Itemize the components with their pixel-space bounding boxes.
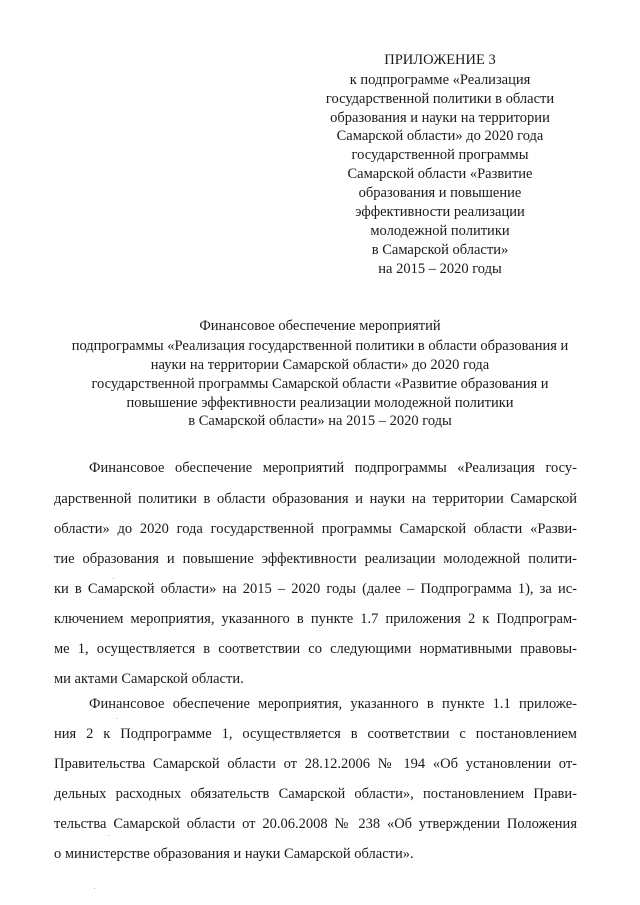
paragraph-line: Финансовое обеспечение мероприятия, указанного в пункте 1.1 приложе- xyxy=(89,696,577,712)
appendix-line: государственной программы xyxy=(351,147,529,163)
paragraph-line: области» до 2020 года государственной программы Самарской области «Разви- xyxy=(54,521,577,537)
title-line: науки на территории Самарской области» до 2020 года xyxy=(150,357,490,373)
paragraph-line: ме 1, осуществляется в соответствии со следующими нормативными правовы- xyxy=(54,641,577,657)
appendix-line: Самарской области» до 2020 года xyxy=(336,128,544,144)
paragraph-line: ния 2 к Подпрограмме 1, осуществляется в соответствии с постановлением xyxy=(54,726,577,742)
appendix-line: Самарской области «Развитие xyxy=(347,166,533,182)
paragraph-line: о министерстве образования и науки Самарской области». xyxy=(54,846,414,862)
paragraph-line: дарственной политики в области образования и науки на территории Самарской xyxy=(54,491,577,507)
scan-speck xyxy=(94,888,95,889)
appendix-line: образования и науки на территории xyxy=(330,110,550,126)
scan-speck xyxy=(108,835,109,836)
title-line: подпрограммы «Реализация государственной политики в области образования и xyxy=(71,338,569,354)
appendix-line: государственной политики в области xyxy=(325,91,555,107)
appendix-line: эффективности реализации xyxy=(355,204,525,220)
paragraph-line: дельных расходных обязательств Самарской области», постановлением Прави- xyxy=(54,786,577,802)
appendix-line: молодежной политики xyxy=(370,223,510,239)
appendix-line: на 2015 – 2020 годы xyxy=(378,261,502,277)
appendix-line: образования и повышение xyxy=(358,185,522,201)
appendix-line: к подпрограмме «Реализация xyxy=(349,72,531,88)
title-line: государственной программы Самарской области «Развитие образования и xyxy=(91,376,549,392)
paragraph-line: ми актами Самарской области. xyxy=(54,671,244,687)
title-line: в Самарской области» на 2015 – 2020 годы xyxy=(188,413,452,429)
paragraph-line: ключением мероприятия, указанного в пункте 1.7 приложения 2 к Подпрограм- xyxy=(54,611,577,627)
scan-speck xyxy=(116,718,117,719)
paragraph-line: тельства Самарской области от 20.06.2008 № 238 «Об утверждении Положения xyxy=(54,816,577,832)
paragraph-line: Правительства Самарской области от 28.12.2006 № 194 «Об установлении от- xyxy=(54,756,577,772)
title-line: повышение эффективности реализации молодежной политики xyxy=(126,395,514,411)
paragraph-line: тие образования и повышение эффективности реализации молодежной полити- xyxy=(54,551,577,567)
paragraph-line: ки в Самарской области» на 2015 – 2020 годы (далее – Подпрограмма 1), за ис- xyxy=(54,581,577,597)
scan-speck xyxy=(113,578,114,579)
appendix-line: в Самарской области» xyxy=(371,242,509,258)
paragraph-line: Финансовое обеспечение мероприятий подпрограммы «Реализация госу- xyxy=(89,460,577,476)
title-line: Финансовое обеспечение мероприятий xyxy=(199,318,441,334)
appendix-title: ПРИЛОЖЕНИЕ 3 xyxy=(384,52,496,68)
